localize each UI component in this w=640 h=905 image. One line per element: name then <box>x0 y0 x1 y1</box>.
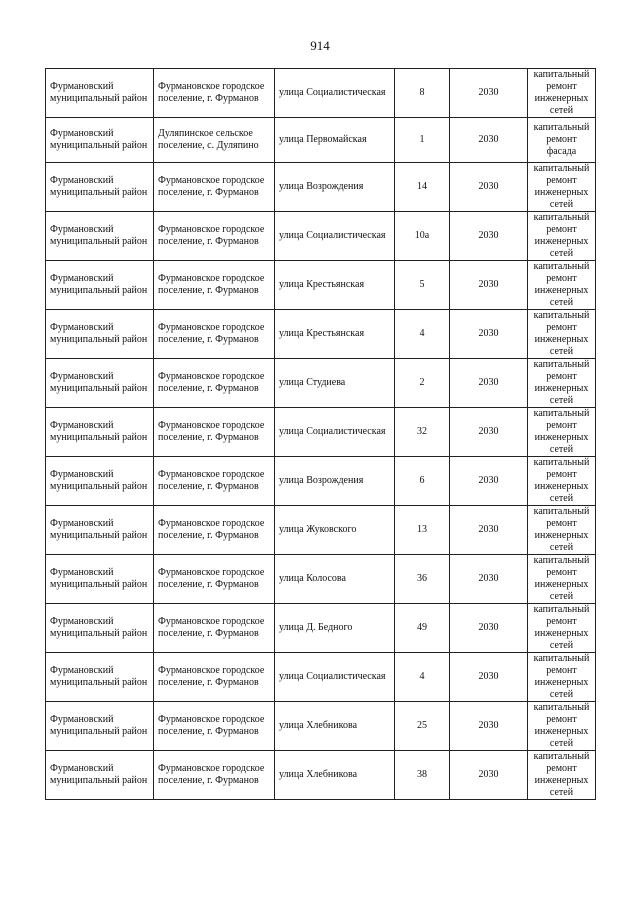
table-row <box>46 457 596 506</box>
street-cell: улица Социалистическая <box>275 408 395 457</box>
house-number-cell: 2 <box>395 359 450 408</box>
district-cell: Фурмановский муниципальный район <box>46 118 154 163</box>
work-type-cell: капитальный ремонт инженерных сетей <box>528 751 596 800</box>
house-number-cell: 1 <box>395 118 450 163</box>
district-cell: Фурмановский муниципальный район <box>46 751 154 800</box>
year-cell: 2030 <box>450 212 528 261</box>
district-cell: Фурмановский муниципальный район <box>46 506 154 555</box>
settlement-cell: Дуляпинское сельское поселение, с. Дуляпино <box>154 118 275 163</box>
settlement-cell: Фурмановское городское поселение, г. Фурманов <box>154 555 275 604</box>
table-row <box>46 506 596 555</box>
district-cell: Фурмановский муниципальный район <box>46 702 154 751</box>
year-cell: 2030 <box>450 261 528 310</box>
district-cell: Фурмановский муниципальный район <box>46 212 154 261</box>
settlement-cell: Фурмановское городское поселение, г. Фурманов <box>154 310 275 359</box>
street-cell: улица Возрождения <box>275 457 395 506</box>
district-cell: Фурмановский муниципальный район <box>46 69 154 118</box>
year-cell: 2030 <box>450 310 528 359</box>
work-type-cell: капитальный ремонт инженерных сетей <box>528 604 596 653</box>
district-cell: Фурмановский муниципальный район <box>46 359 154 408</box>
year-cell: 2030 <box>450 604 528 653</box>
settlement-cell: Фурмановское городское поселение, г. Фурманов <box>154 163 275 212</box>
year-cell: 2030 <box>450 69 528 118</box>
work-type-cell: капитальный ремонт инженерных сетей <box>528 359 596 408</box>
year-cell: 2030 <box>450 118 528 163</box>
house-number-cell: 10а <box>395 212 450 261</box>
year-cell: 2030 <box>450 457 528 506</box>
table-row <box>46 604 596 653</box>
work-type-cell: капитальный ремонт инженерных сетей <box>528 69 596 118</box>
settlement-cell: Фурмановское городское поселение, г. Фурманов <box>154 751 275 800</box>
district-cell: Фурмановский муниципальный район <box>46 261 154 310</box>
district-cell: Фурмановский муниципальный район <box>46 163 154 212</box>
table-row <box>46 261 596 310</box>
table-row <box>46 118 596 163</box>
work-type-cell: капитальный ремонт инженерных сетей <box>528 506 596 555</box>
district-cell: Фурмановский муниципальный район <box>46 555 154 604</box>
street-cell: улица Социалистическая <box>275 212 395 261</box>
table-body <box>46 69 596 800</box>
work-type-cell: капитальный ремонт инженерных сетей <box>528 261 596 310</box>
work-type-cell: капитальный ремонт инженерных сетей <box>528 653 596 702</box>
table-row <box>46 359 596 408</box>
table-row <box>46 653 596 702</box>
street-cell: улица Хлебникова <box>275 751 395 800</box>
year-cell: 2030 <box>450 653 528 702</box>
district-cell: Фурмановский муниципальный район <box>46 408 154 457</box>
house-number-cell: 6 <box>395 457 450 506</box>
street-cell: улица Первомайская <box>275 118 395 163</box>
district-cell: Фурмановский муниципальный район <box>46 310 154 359</box>
page-number: 914 <box>310 38 330 53</box>
street-cell: улица Жуковского <box>275 506 395 555</box>
table-row <box>46 751 596 800</box>
year-cell: 2030 <box>450 163 528 212</box>
street-cell: улица Хлебникова <box>275 702 395 751</box>
table-row <box>46 310 596 359</box>
settlement-cell: Фурмановское городское поселение, г. Фурманов <box>154 604 275 653</box>
year-cell: 2030 <box>450 506 528 555</box>
table-row <box>46 163 596 212</box>
work-type-cell: капитальный ремонт инженерных сетей <box>528 702 596 751</box>
house-number-cell: 4 <box>395 310 450 359</box>
year-cell: 2030 <box>450 359 528 408</box>
house-number-cell: 8 <box>395 69 450 118</box>
year-cell: 2030 <box>450 408 528 457</box>
street-cell: улица Крестьянская <box>275 310 395 359</box>
house-number-cell: 5 <box>395 261 450 310</box>
table-row <box>46 702 596 751</box>
street-cell: улица Социалистическая <box>275 69 395 118</box>
work-type-cell: капитальный ремонт инженерных сетей <box>528 310 596 359</box>
settlement-cell: Фурмановское городское поселение, г. Фурманов <box>154 506 275 555</box>
district-cell: Фурмановский муниципальный район <box>46 604 154 653</box>
work-type-cell: капитальный ремонт инженерных сетей <box>528 555 596 604</box>
street-cell: улица Студиева <box>275 359 395 408</box>
district-cell: Фурмановский муниципальный район <box>46 457 154 506</box>
work-type-cell: капитальный ремонт инженерных сетей <box>528 212 596 261</box>
settlement-cell: Фурмановское городское поселение, г. Фурманов <box>154 457 275 506</box>
house-number-cell: 49 <box>395 604 450 653</box>
street-cell: улица Социалистическая <box>275 653 395 702</box>
house-number-cell: 4 <box>395 653 450 702</box>
work-type-cell: капитальный ремонт инженерных сетей <box>528 457 596 506</box>
house-number-cell: 14 <box>395 163 450 212</box>
work-type-cell: капитальный ремонт инженерных сетей <box>528 163 596 212</box>
work-type-cell: капитальный ремонт инженерных сетей <box>528 408 596 457</box>
table-row <box>46 555 596 604</box>
house-number-cell: 13 <box>395 506 450 555</box>
street-cell: улица Колосова <box>275 555 395 604</box>
settlement-cell: Фурмановское городское поселение, г. Фурманов <box>154 408 275 457</box>
street-cell: улица Крестьянская <box>275 261 395 310</box>
settlement-cell: Фурмановское городское поселение, г. Фурманов <box>154 261 275 310</box>
street-cell: улица Д. Бедного <box>275 604 395 653</box>
table-row <box>46 408 596 457</box>
district-cell: Фурмановский муниципальный район <box>46 653 154 702</box>
house-number-cell: 38 <box>395 751 450 800</box>
settlement-cell: Фурмановское городское поселение, г. Фурманов <box>154 212 275 261</box>
house-number-cell: 36 <box>395 555 450 604</box>
work-type-cell: капитальный ремонт фасада <box>528 118 596 163</box>
settlement-cell: Фурмановское городское поселение, г. Фурманов <box>154 359 275 408</box>
year-cell: 2030 <box>450 751 528 800</box>
house-number-cell: 32 <box>395 408 450 457</box>
year-cell: 2030 <box>450 702 528 751</box>
settlement-cell: Фурмановское городское поселение, г. Фурманов <box>154 653 275 702</box>
settlement-cell: Фурмановское городское поселение, г. Фурманов <box>154 69 275 118</box>
table-row <box>46 212 596 261</box>
repair-schedule-table <box>45 68 596 800</box>
house-number-cell: 25 <box>395 702 450 751</box>
table-row <box>46 69 596 118</box>
year-cell: 2030 <box>450 555 528 604</box>
settlement-cell: Фурмановское городское поселение, г. Фурманов <box>154 702 275 751</box>
street-cell: улица Возрождения <box>275 163 395 212</box>
